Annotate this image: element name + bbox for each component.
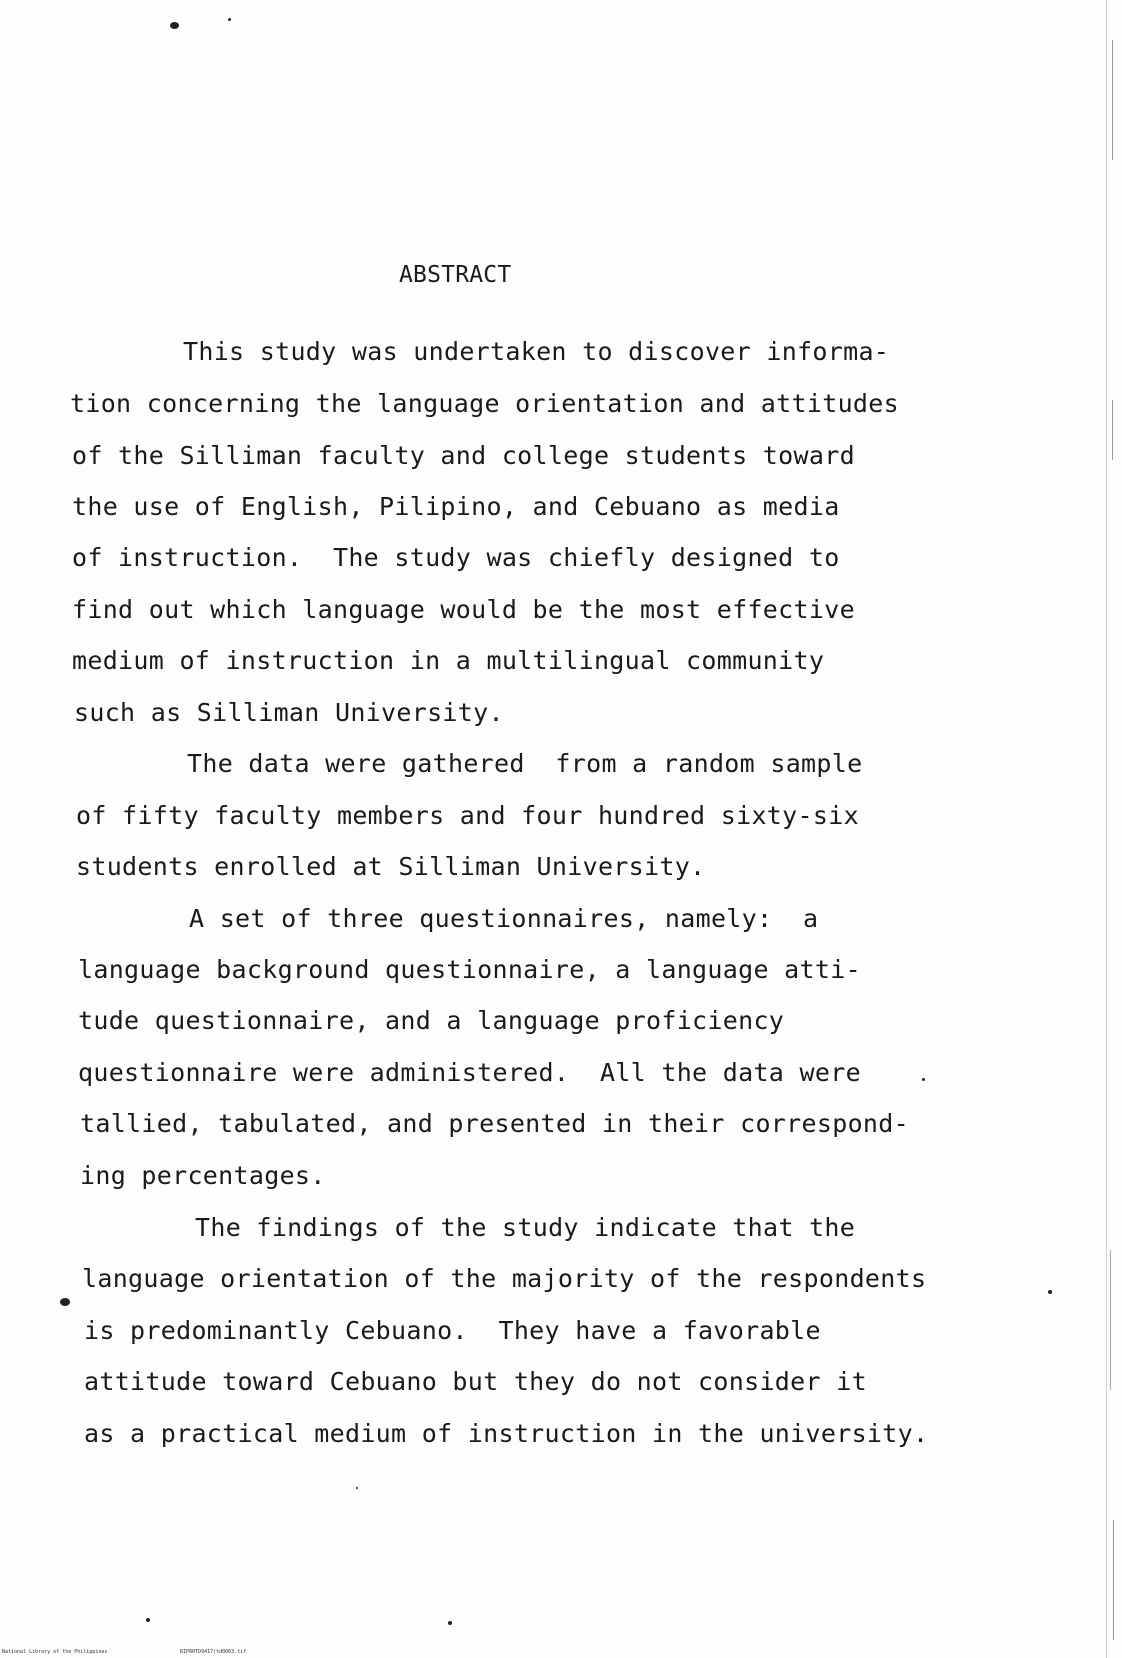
- scan-edge-mark: [1110, 1250, 1111, 1390]
- scan-speck: [448, 1621, 452, 1625]
- scan-speck: [60, 1298, 70, 1306]
- scan-speck: [146, 1618, 150, 1622]
- scan-speck: [170, 22, 179, 29]
- text-line: find out which language would be the most effective: [72, 595, 855, 624]
- footer-file-id: RIP80TD9417(td0003.tif: [180, 1649, 247, 1655]
- text-line: students enrolled at Silliman University.: [76, 852, 706, 881]
- text-line: ing percentages.: [80, 1161, 326, 1190]
- text-line: of the Silliman faculty and college students toward: [72, 441, 855, 470]
- scan-edge-mark: [1112, 400, 1113, 460]
- scan-speck: [356, 1487, 358, 1489]
- footer-library-credit: National Library of the Philippines: [2, 1649, 108, 1655]
- text-line: This study was undertaken to discover informa-: [183, 337, 890, 366]
- text-line: is predominantly Cebuano. They have a favorable: [84, 1316, 821, 1345]
- text-line: the use of English, Pilipino, and Cebuano as media: [72, 492, 840, 521]
- text-line: medium of instruction in a multilingual community: [72, 646, 825, 675]
- text-line: of fifty faculty members and four hundred sixty-six: [76, 801, 859, 830]
- text-line: tallied, tabulated, and presented in their correspond-: [80, 1109, 909, 1138]
- text-line: language orientation of the majority of the respondents: [82, 1264, 927, 1293]
- scan-edge-mark: [1112, 40, 1113, 160]
- text-line: The findings of the study indicate that the: [195, 1213, 856, 1242]
- text-line: tude questionnaire, and a language proficiency: [78, 1006, 785, 1035]
- scan-speck: [228, 18, 231, 21]
- scan-edge-mark: [1113, 1520, 1114, 1640]
- text-line: A set of three questionnaires, namely: a: [189, 904, 819, 933]
- text-line: tion concerning the language orientation and attitudes: [70, 389, 899, 418]
- scan-speck: [1048, 1290, 1052, 1294]
- text-line: attitude toward Cebuano but they do not consider it: [84, 1367, 867, 1396]
- text-line: such as Silliman University.: [74, 698, 504, 727]
- abstract-title: ABSTRACT: [399, 262, 512, 288]
- scan-speck: [922, 1078, 925, 1081]
- text-line: of instruction. The study was chiefly designed to: [72, 543, 840, 572]
- scan-edge-mark: [1106, 0, 1107, 1658]
- text-line: questionnaire were administered. All the data were: [78, 1058, 861, 1087]
- text-line: language background questionnaire, a language atti-: [78, 955, 861, 984]
- text-line: The data were gathered from a random sample: [187, 749, 863, 778]
- text-line: as a practical medium of instruction in the university.: [84, 1419, 929, 1448]
